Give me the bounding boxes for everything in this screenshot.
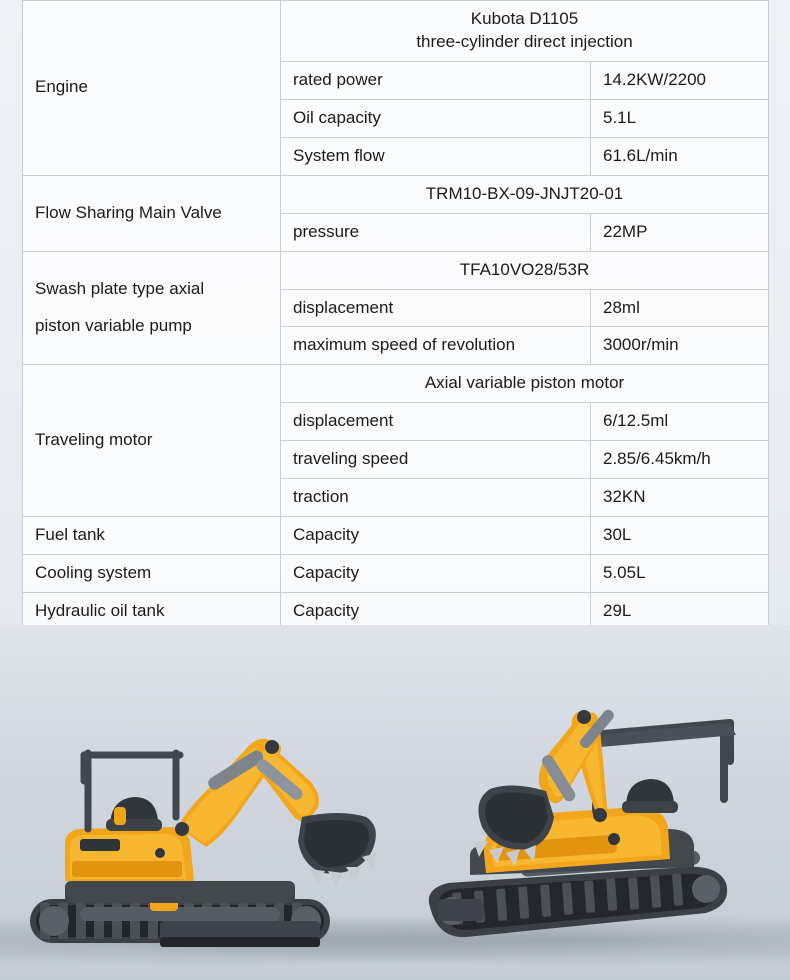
spec-header-engine — [281, 1, 769, 62]
engine-header-line1: Kubota D1105 — [470, 9, 579, 28]
spec-name-motor-traction: traction — [281, 479, 591, 517]
spec-value-engine-rated-power: 14.2KW/2200 — [591, 61, 769, 99]
spec-value-pump-max-speed: 3000r/min — [591, 327, 769, 365]
engine-header-line2: three-cylinder direct injection — [416, 31, 633, 51]
spec-header-pump: TFA10VO28/53R — [281, 251, 769, 289]
spec-label-cooling-system: Cooling system — [23, 555, 281, 593]
specification-table — [22, 0, 769, 631]
table-row — [23, 175, 769, 213]
spec-name-engine-system-flow: System flow — [281, 137, 591, 175]
table-row — [23, 365, 769, 403]
spec-name-valve-pressure: pressure — [281, 213, 591, 251]
spec-value-fuel-capacity: 30L — [591, 517, 769, 555]
spec-value-cooling-capacity: 5.05L — [591, 555, 769, 593]
spec-value-motor-traveling-speed: 2.85/6.45km/h — [591, 441, 769, 479]
excavator-photo-right — [400, 631, 780, 976]
spec-header-traveling-motor: Axial variable piston motor — [281, 365, 769, 403]
spec-value-motor-traction: 32KN — [591, 479, 769, 517]
spec-name-hydraulic-capacity: Capacity — [281, 593, 591, 631]
table-row — [23, 555, 769, 593]
spec-name-fuel-capacity: Capacity — [281, 517, 591, 555]
spec-label-traveling-motor: Traveling motor — [23, 365, 281, 517]
table-row — [23, 517, 769, 555]
spec-name-pump-displacement: displacement — [281, 289, 591, 327]
pump-label-line2: piston variable pump — [35, 315, 192, 335]
spec-label-hydraulic-oil-tank: Hydraulic oil tank — [23, 593, 281, 631]
spec-name-pump-max-speed: maximum speed of revolution — [281, 327, 591, 365]
excavator-photo-left — [10, 631, 410, 976]
spec-name-engine-rated-power: rated power — [281, 61, 591, 99]
product-photo-section — [0, 625, 790, 980]
spec-header-main-valve: TRM10-BX-09-JNJT20-01 — [281, 175, 769, 213]
spec-label-fuel-tank: Fuel tank — [23, 517, 281, 555]
spec-name-cooling-capacity: Capacity — [281, 555, 591, 593]
spec-name-engine-oil-capacity: Oil capacity — [281, 99, 591, 137]
spec-label-pump — [23, 251, 281, 365]
spec-value-valve-pressure: 22MP — [591, 213, 769, 251]
spec-name-motor-traveling-speed: traveling speed — [281, 441, 591, 479]
spec-value-engine-oil-capacity: 5.1L — [591, 99, 769, 137]
spec-value-motor-displacement: 6/12.5ml — [591, 403, 769, 441]
spec-value-engine-system-flow: 61.6L/min — [591, 137, 769, 175]
spec-value-hydraulic-capacity: 29L — [591, 593, 769, 631]
spec-name-motor-displacement: displacement — [281, 403, 591, 441]
spec-label-main-valve: Flow Sharing Main Valve — [23, 175, 281, 251]
pump-label-line1: Swash plate type axial — [35, 279, 205, 299]
spec-label-engine: Engine — [23, 1, 281, 176]
table-row — [23, 1, 769, 62]
spec-value-pump-displacement: 28ml — [591, 289, 769, 327]
table-row — [23, 251, 769, 289]
